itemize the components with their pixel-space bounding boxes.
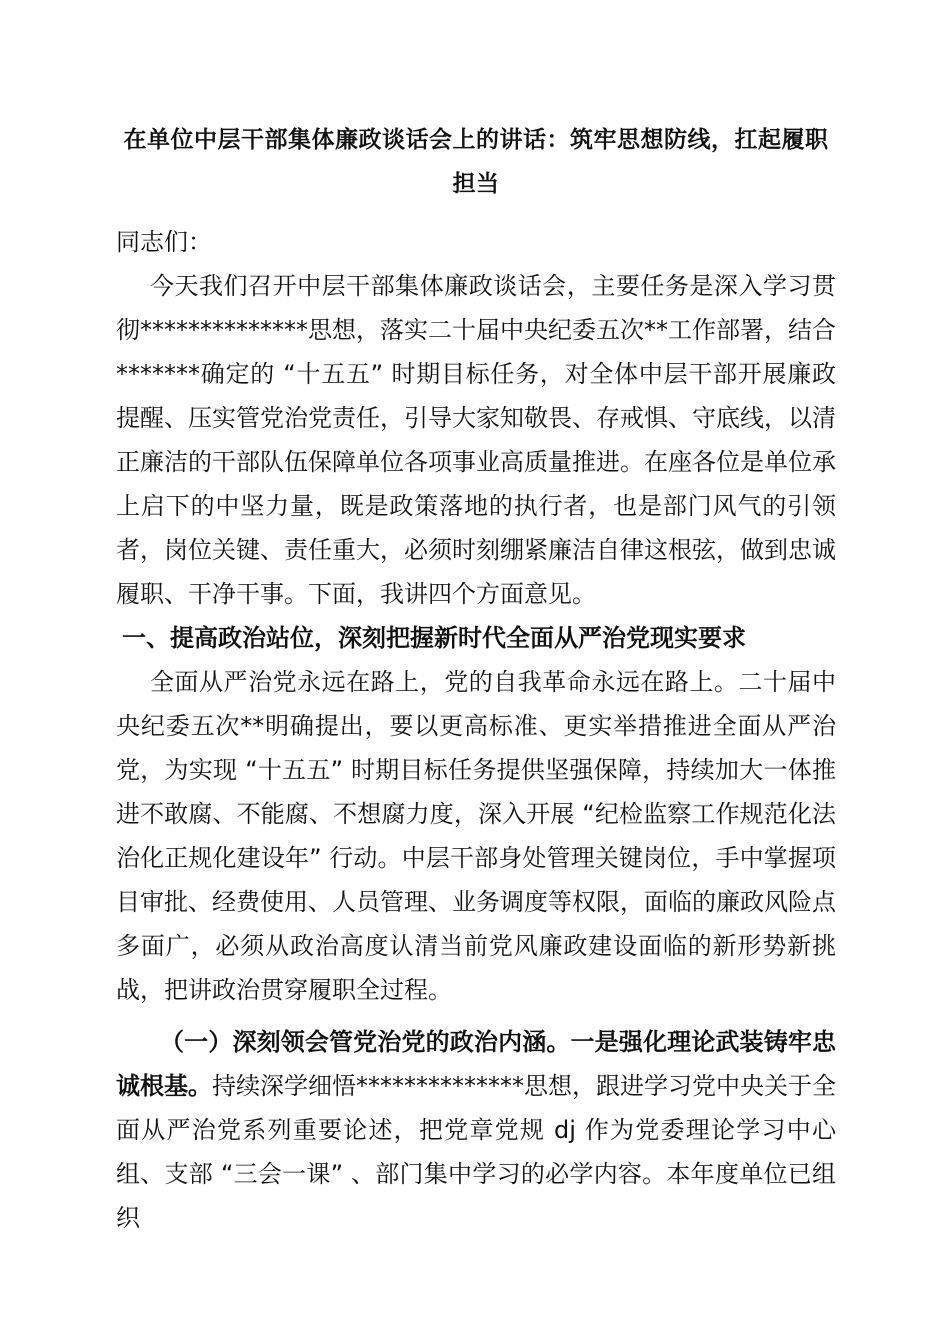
document-title: 在单位中层干部集体廉政谈话会上的讲话：筑牢思想防线，扛起履职担当	[123, 127, 829, 197]
document-page	[116, 118, 836, 1240]
subsection-1-paragraph	[116, 1020, 836, 1240]
section-1-paragraph: 全面从严治党永远在路上，党的自我革命永远在路上。二十届中央纪委五次**明确提出，要以更高标准、更实举措推进全面从严治党，为实现 “十五五” 时期目标任务提供坚强保障，持续加大一体推进不敢腐、不能腐、不想腐力度，深入开展 “纪检监察工作规范化法治化正规化建设年” 行动。中层干部身处管理关键岗位，手中掌握项目审批、经费使用、人员管理、业务调度等权限，面临的廉政风险点多面广，必须从政治高度认清当前党风廉政建设面临的新形势新挑战，把讲政治贯穿履职全过程。	[116, 668, 836, 1004]
subsection-1-lead: （一）深刻领会管党治党的政治内涵。一是强化理论武装铸牢忠诚根基。	[116, 1028, 836, 1100]
intro-paragraph: 今天我们召开中层干部集体廉政谈话会，主要任务是深入学习贯彻**************思想，落实二十届中央纪委五次**工作部署，结合*******确定的 “十五五” 时期目标任务，对全体中层干部开展廉政提醒、压实管党治党责任，引导大家知敬畏、存戒惧、守底线，以清正廉洁的干部队伍保障单位各项事业高质量推进。在座各位是单位承上启下的中坚力量，既是政策落地的执行者，也是部门风气的引领者，岗位关键、责任重大，必须时刻绷紧廉洁自律这根弦，做到忠诚履职、干净干事。下面，我讲四个方面意见。	[116, 272, 836, 608]
section-heading-1: 一、提高政治站位，深刻把握新时代全面从严治党现实要求	[122, 624, 746, 652]
subsection-1-body: 持续深学细悟**************思想，跟进学习党中央关于全面从严治党系列重要论述，把党章党规 dj 作为党委理论学习中心组、支部 “三会一课” 、部门集中学习的必学内容。本年度单位已组织	[116, 1072, 836, 1232]
salutation: 同志们：	[116, 228, 212, 256]
